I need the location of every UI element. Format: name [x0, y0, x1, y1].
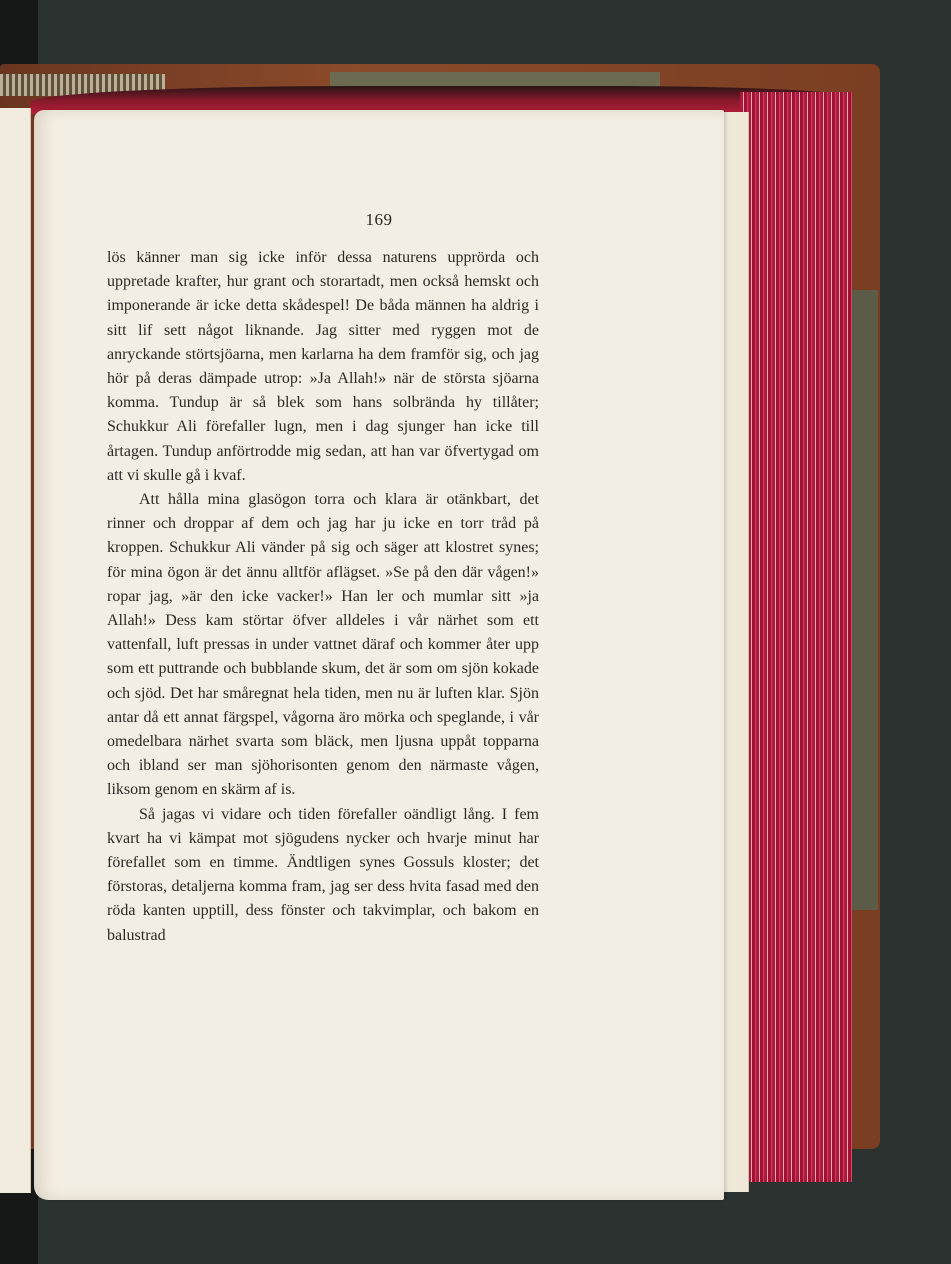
paragraph-3: Så jagas vi vidare och tiden förefaller oändligt lång. I fem kvart ha vi kämpat mot sjögudens nycker och hvarje minut har förefallet som en timme. Ändtligen synes Gossuls kloster; det förstoras, detaljerna komma fram, jag ser dess hvita fasad med den röda kanten upptill, dess fönster och takvimplar, och bakom en balustrad — [107, 805, 539, 944]
paragraph-2: Att hålla mina glasögon torra och klara är otänkbart, det rinner och droppar af dem och jag har ju icke en torr tråd på kroppen. Schukkur Ali vänder på sig och säger att klostret synes; för mina ögon är det ännu alltför aflägset. »Se på den där vågen!» ropar jag, »är den icke vacker!» Han ler och mumlar sitt »ja Allah!» Dess kam störtar öfver alldeles i vår närhet som ett vattenfall, luft pressas in under vattnet däraf och kommer åter upp som ett puttrande och bubblande skum, det är som om sjön kokade och sjöd. Det har småregnat hela tiden, men nu är luften klar. Sjön antar då ett annat färgspel, vågorna äro mörka och speglande, i vår omedelbara närhet svarta som bläck, men ljusna uppåt topparna och ibland ser man sjöhorisonten genom den närmaste vågen, liksom genom en skärm af is. — [107, 491, 539, 799]
page-edges-stack — [740, 92, 852, 1182]
paragraph-1: lös känner man sig icke inför dessa naturens upprörda och uppretade krafter, hur grant och storartadt, men också hemskt och imponerande är icke detta skådespel! De båda männen ha aldrig i sitt lif sett något liknande. Jag sitter med ryggen mot de anryckande störtsjöarna, men karlarna ha dem framför sig, och jag hör på deras dämpade utrop: »Ja Allah!» när de största sjöarna komma. Tundup är så blek som hans solbrända hy tillåter; Schukkur Ali förefaller lugn, men i dag sjunger han icke till årtagen. Tundup anförtrodde mig sedan, att han var öfvertygad om att vi skulle gå i kvaf. — [107, 249, 539, 484]
body-text — [107, 246, 539, 948]
page-number: 169 — [365, 210, 393, 229]
cover-cloth-band-right — [848, 290, 878, 910]
facing-page-edge — [0, 108, 31, 1193]
book-page — [34, 110, 724, 1200]
